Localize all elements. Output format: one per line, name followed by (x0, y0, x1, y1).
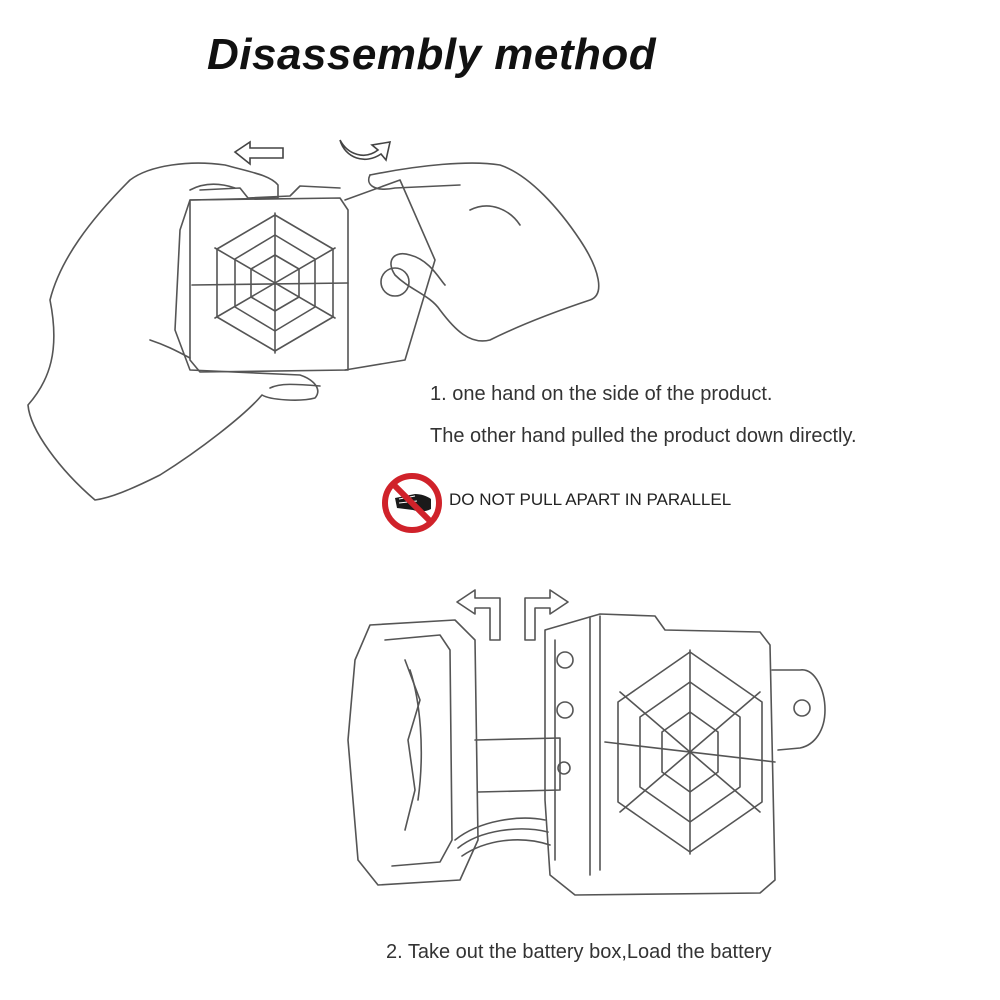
step1-instruction-line2: The other hand pulled the product down directly. (430, 425, 857, 447)
page-title: Disassembly method (207, 30, 657, 79)
step1-instruction-line1: 1. one hand on the side of the product. (430, 383, 773, 405)
warning-text: DO NOT PULL APART IN PARALLEL (449, 490, 732, 509)
step2-instruction: 2. Take out the battery box,Load the battery (386, 941, 772, 963)
